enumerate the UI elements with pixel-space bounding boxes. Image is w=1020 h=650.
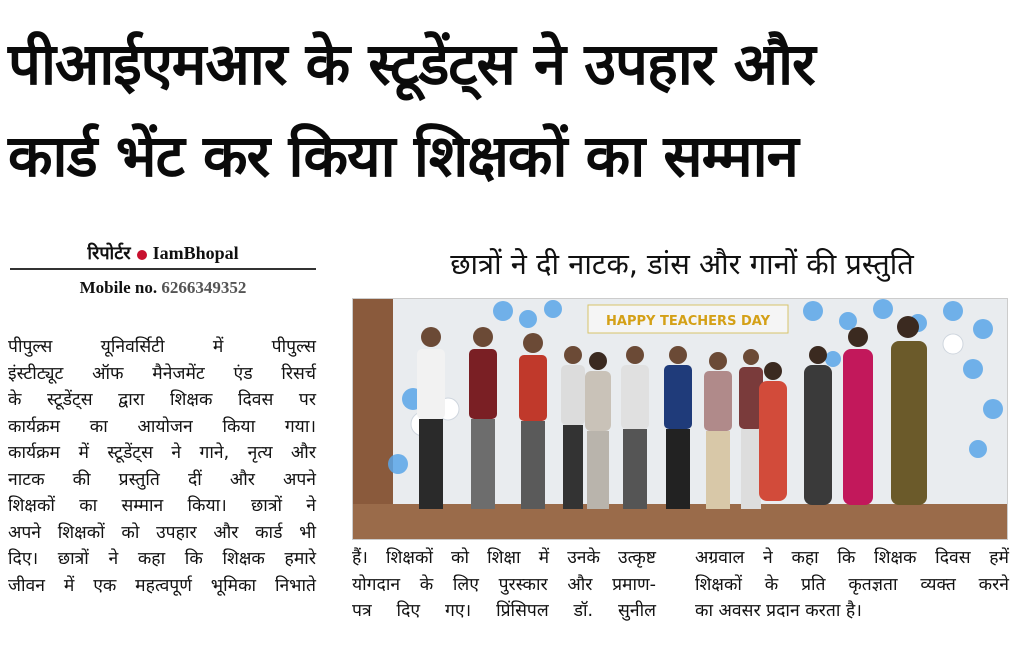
article-line: कार्यक्रम का आयोजन किया गया।	[8, 416, 316, 437]
article-line: अग्रवाल ने कहा कि शिक्षक दिवस हमें	[695, 548, 1009, 568]
article-line: नाटक की प्रस्तुति दीं और अपने	[8, 469, 316, 490]
article-line: के स्टूडेंट्स द्वारा शिक्षक दिवस पर	[8, 390, 316, 410]
byline-divider	[10, 268, 316, 270]
article-column-left	[8, 334, 316, 599]
headline	[8, 18, 1012, 202]
article-line: शिक्षकों के प्रति कृतज्ञता व्यक्त करने	[695, 574, 1009, 595]
person-10	[759, 362, 787, 501]
byline	[10, 240, 316, 300]
person-4	[561, 346, 585, 509]
mobile-line	[10, 276, 316, 300]
reporter-name: IamBhopal	[152, 243, 239, 263]
headline-line-2: कार्ड भेंट कर किया शिक्षकों का सम्मान	[8, 122, 798, 190]
mobile-number: 6266349352	[161, 278, 247, 297]
article-line: दिए। छात्रों ने कहा कि शिक्षक हमारे	[8, 549, 316, 569]
article-line: कार्यक्रम में स्टूडेंट्स ने गाने, नृत्य और	[8, 443, 316, 463]
article-line: शिक्षकों का सम्मान किया। छात्रों ने	[8, 496, 316, 516]
person-6	[621, 346, 649, 509]
person-3	[519, 333, 547, 509]
event-photo	[352, 298, 1008, 540]
article-line: इंस्टीट्यूट ऑफ मैनेजमेंट एंड रिसर्च	[8, 363, 316, 384]
person-7	[664, 346, 692, 509]
reporter-line	[10, 240, 316, 266]
subheadline: छात्रों ने दी नाटक, डांस और गानों की प्रस्तुति	[450, 247, 914, 281]
photo-banner-text: HAPPY TEACHERS DAY	[606, 314, 770, 329]
article-line: का अवसर प्रदान करता है।	[695, 601, 862, 621]
headline-line-1: पीआईएमआर के स्टूडेंट्स ने उपहार और	[8, 30, 815, 98]
person-12	[843, 327, 873, 505]
mobile-label: Mobile no.	[79, 278, 158, 297]
article-column-right	[695, 545, 1009, 625]
article-line: जीवन में एक महत्वपूर्ण भूमिका निभाते	[8, 575, 316, 596]
article-line: पत्र दिए गए। प्रिंसिपल डॉ. सुनील	[352, 601, 656, 621]
article-line: पीपुल्स यूनिवर्सिटी में पीपुल्स	[8, 337, 316, 357]
article-line: हैं। शिक्षकों को शिक्षा में उनके उत्कृष्ट	[352, 548, 656, 568]
person-13	[891, 316, 927, 505]
person-2	[469, 327, 497, 509]
article-line: अपने शिक्षकों को उपहार और कार्ड भी	[8, 522, 316, 543]
bullet-dot-icon	[137, 250, 147, 260]
reporter-label: रिपोर्टर	[87, 243, 131, 263]
person-5	[585, 352, 611, 509]
person-1	[417, 327, 445, 509]
article-line: योगदान के लिए पुरस्कार और प्रमाण-	[352, 574, 656, 595]
person-11	[804, 346, 832, 505]
article-column-middle	[352, 545, 656, 625]
person-8	[704, 352, 732, 509]
